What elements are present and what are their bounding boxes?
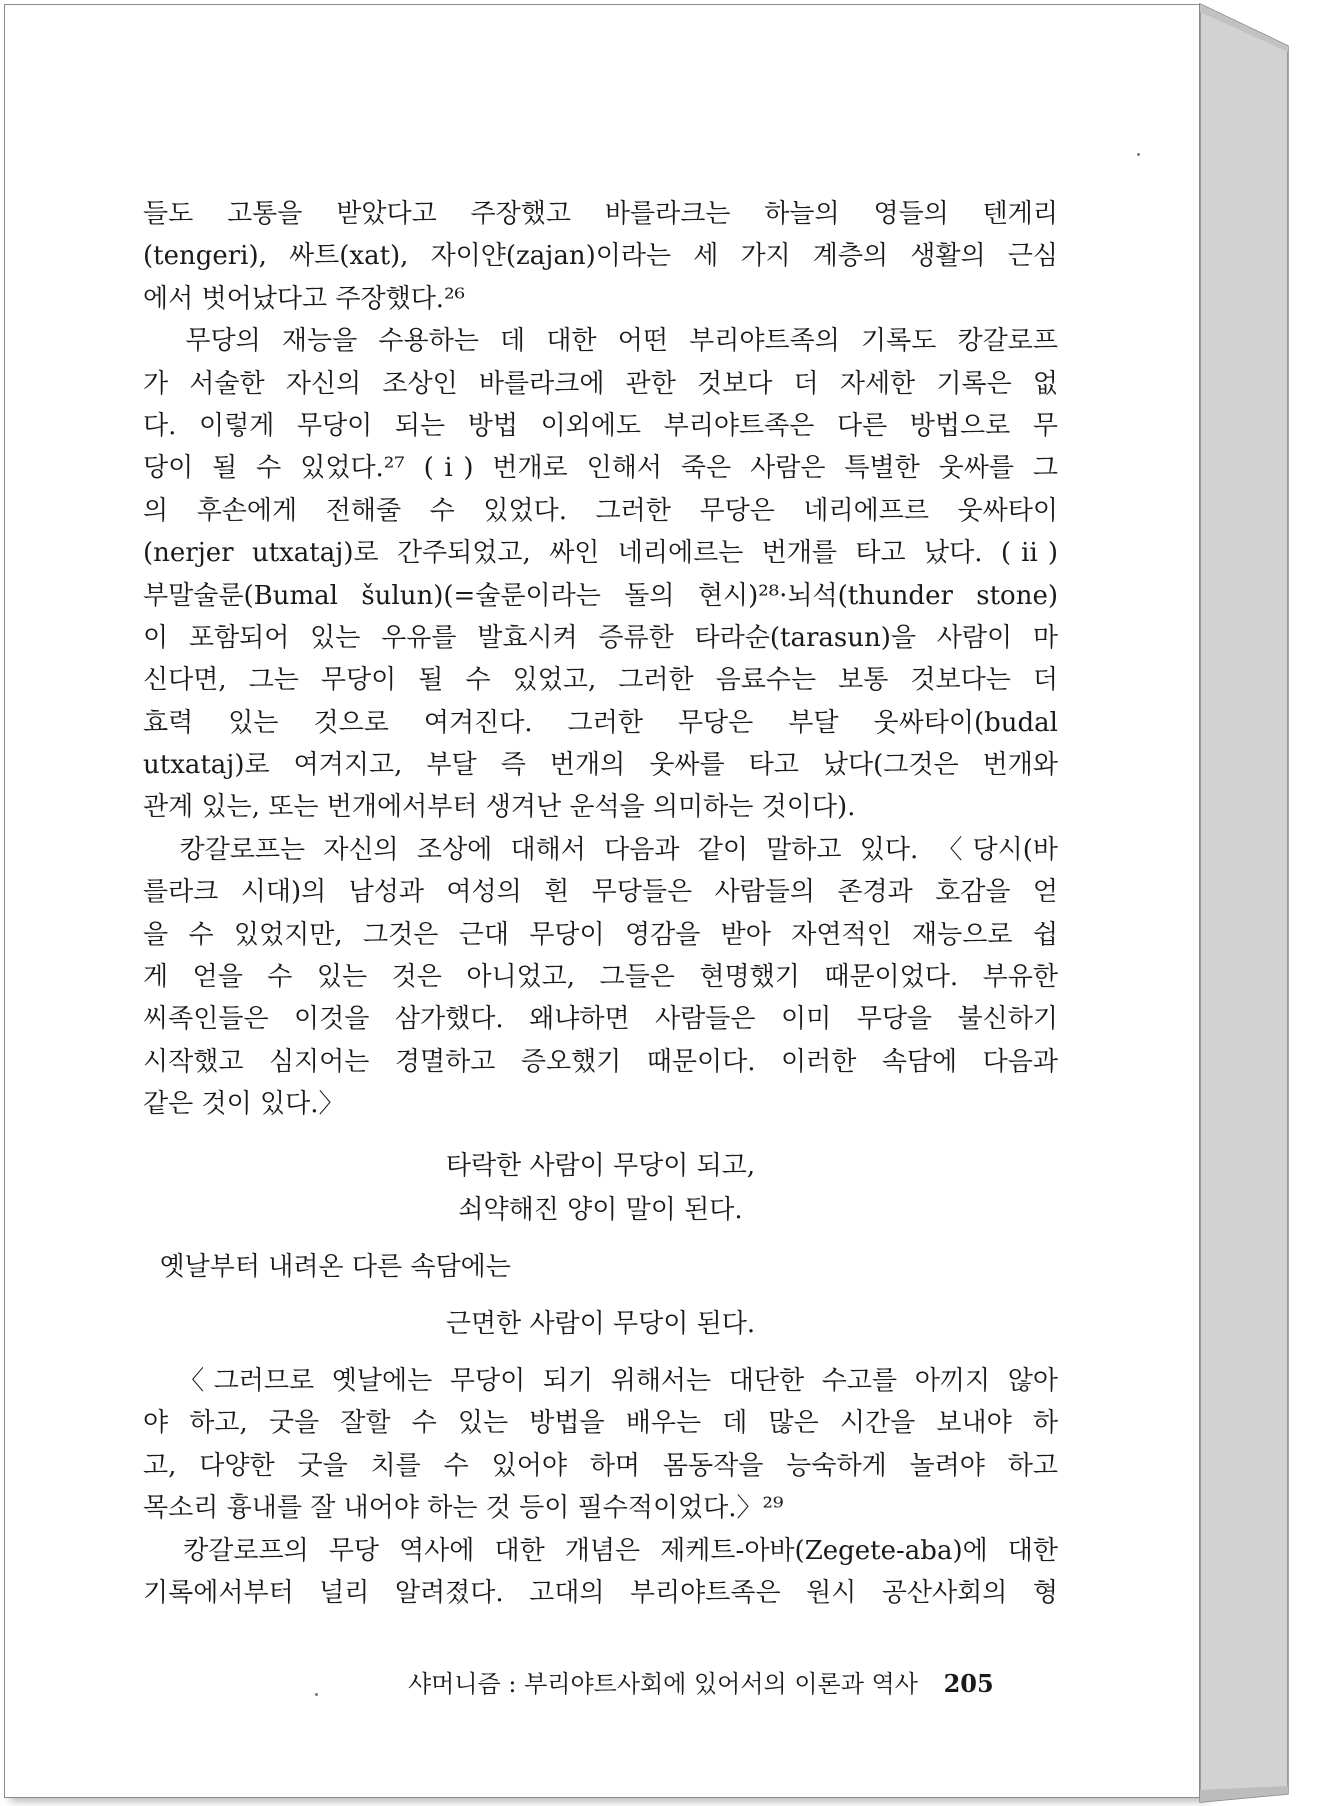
text-line: 의 후손에게 전해줄 수 있었다. 그러한 무당은 네리에프르 웃싸타이 [143, 495, 1058, 526]
text-line: utxataj)로 여겨지고, 부달 즉 번개의 웃싸를 타고 났다(그것은 번개와 [143, 750, 1058, 781]
text-line: 부말술룬(Bumal šulun)(=술룬이라는 돌의 현시)²⁸·뇌석(thunder stone) [143, 580, 1058, 611]
page-speck [1137, 153, 1140, 156]
text-line: 씨족인들은 이것을 삼가했다. 왜냐하면 사람들은 이미 무당을 불신하기 [143, 1004, 1058, 1035]
text-line: 들도 고통을 받았다고 주장했고 바를라크는 하늘의 영들의 텐게리 [143, 199, 1058, 229]
text-line: 같은 것이 있다.〉 [143, 1089, 345, 1120]
text-line: 옛날부터 내려온 다른 속담에는 [143, 1251, 511, 1282]
text-line: 시작했고 심지어는 경멸하고 증오했기 때문이다. 이러한 속담에 다음과 [143, 1046, 1058, 1077]
text-line: 가 서술한 자신의 조상인 바를라크에 관한 것보다 더 자세한 기록은 없 [143, 368, 1058, 399]
body-text [143, 193, 1058, 1614]
text-line: 를라크 시대)의 남성과 여성의 흰 무당들은 사람들의 존경과 호감을 얻 [143, 877, 1058, 908]
text-line: 을 수 있었지만, 그것은 근대 무당이 영감을 받아 자연적인 재능으로 쉽 [143, 919, 1058, 950]
text-line: (tengeri), 싸트(xat), 자이얀(zajan)이라는 세 가지 계층의 생활의 근심 [143, 241, 1058, 272]
text-line: 관계 있는, 또는 번개에서부터 생겨난 운석을 의미하는 것이다). [143, 792, 856, 823]
page-footer [408, 1664, 1038, 1699]
proverb-line: 근면한 사람이 무당이 된다. [445, 1308, 756, 1339]
proverb-line: 쇠약해진 양이 말이 된다. [458, 1194, 743, 1225]
text-line: 〈그러므로 옛날에는 무당이 되기 위해서는 대단한 수고를 아끼지 않아 [143, 1365, 1058, 1396]
text-line: 게 얻을 수 있는 것은 아니었고, 그들은 현명했기 때문이었다. 부유한 [143, 962, 1058, 993]
text-line: 당이 될 수 있었다.²⁷ (ⅰ) 번개로 인해서 죽은 사람은 특별한 웃싸를 그 [143, 453, 1058, 484]
text-line: 에서 벗어났다고 주장했다.²⁶ [143, 283, 465, 314]
text-line: 다. 이렇게 무당이 되는 방법 이외에도 부리야트족은 다른 방법으로 무 [143, 410, 1058, 441]
text-line: 고, 다양한 굿을 치를 수 있어야 하며 몸동작을 능숙하게 놀려야 하고 [143, 1450, 1058, 1481]
text-line: 야 하고, 굿을 잘할 수 있는 방법을 배우는 데 많은 시간을 보내야 하 [143, 1408, 1058, 1439]
text-line: 캉갈로프의 무당 역사에 대한 개념은 제케트-아바(Zegete-aba)에 대한 [143, 1535, 1058, 1566]
text-line: (nerjer utxataj)로 간주되었고, 싸인 네리에르는 번개를 타고 났다. (ⅱ) [143, 538, 1058, 569]
text-line: 목소리 흉내를 잘 내어야 하는 것 등이 필수적이었다.〉²⁹ [143, 1493, 784, 1524]
text-line: 신다면, 그는 무당이 될 수 있었고, 그러한 음료수는 보통 것보다는 더 [143, 665, 1058, 696]
text-line: 무당의 재능을 수용하는 데 대한 어떤 부리야트족의 기록도 캉갈로프 [143, 326, 1058, 357]
text-line: 캉갈로프는 자신의 조상에 대해서 다음과 같이 말하고 있다. 〈당시(바 [143, 834, 1058, 865]
page-number: 205 [943, 1669, 994, 1698]
proverb-line: 타락한 사람이 무당이 되고, [445, 1150, 756, 1181]
running-title: 샤머니즘 : 부리야트사회에 있어서의 이론과 역사 [408, 1670, 918, 1698]
page-speck [315, 1693, 318, 1696]
text-line: 이 포함되어 있는 우유를 발효시켜 증류한 타라순(tarasun)을 사람이 마 [143, 622, 1058, 653]
text-line: 기록에서부터 널리 알려졌다. 고대의 부리야트족은 원시 공산사회의 형 [143, 1577, 1058, 1608]
text-line: 효력 있는 것으로 여겨진다. 그러한 무당은 부달 웃싸타이(budal [143, 707, 1058, 738]
